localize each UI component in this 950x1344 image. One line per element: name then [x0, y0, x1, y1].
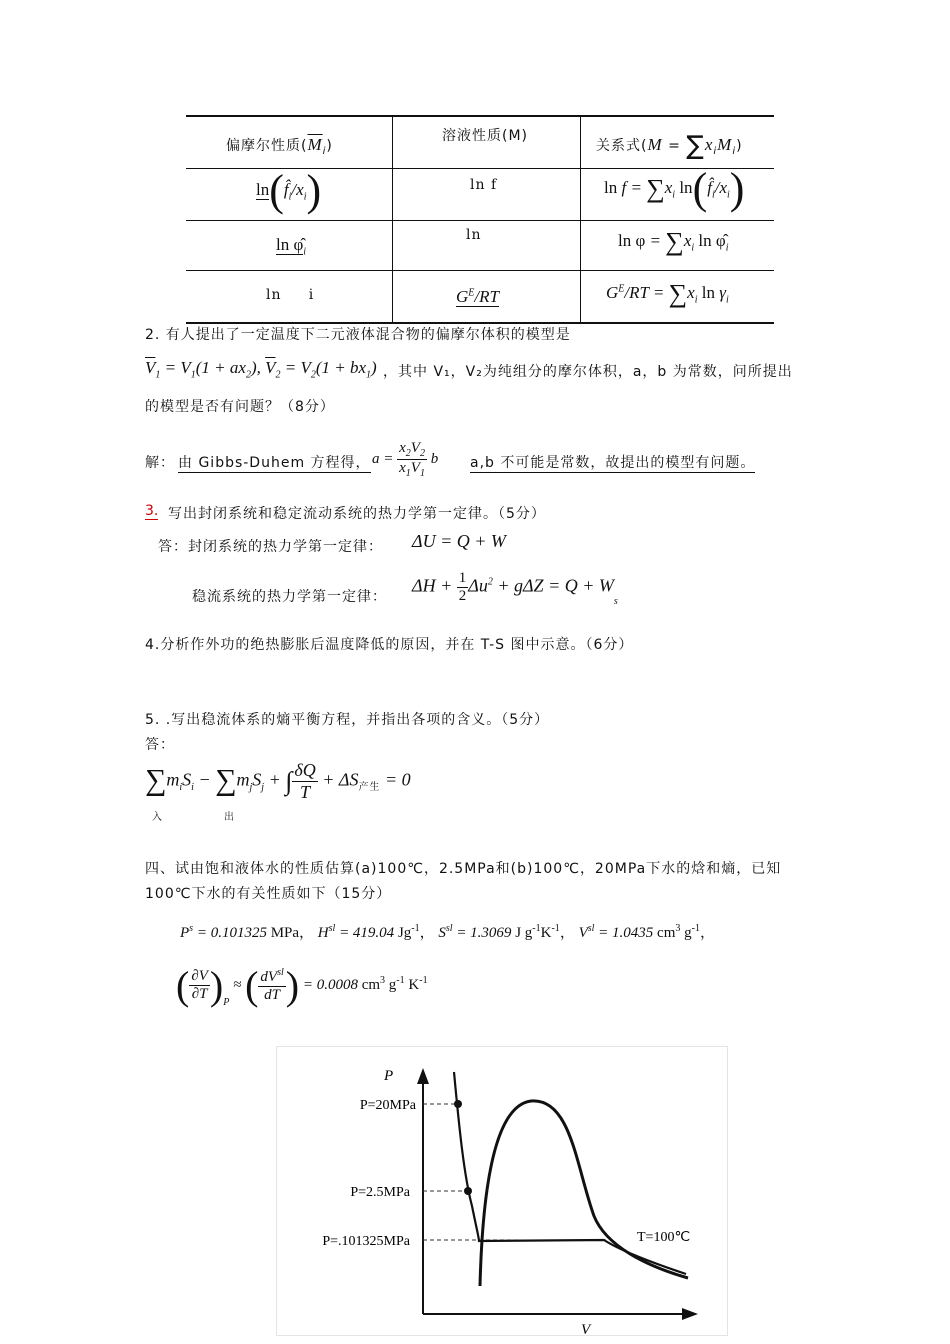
q5-label-out: 出 — [224, 812, 235, 823]
table-header-relation: 关系式$(M = \sum x_iM_i)$ — [596, 131, 743, 161]
v-axis-arrow — [682, 1308, 698, 1320]
q2-answer-a: 由 Gibbs-Duhem 方程得， — [178, 452, 371, 473]
q2-prompt: 2. 有人提出了一定温度下二元液体混合物的偏摩尔体积的模型是 — [145, 327, 571, 343]
point-20mpa — [454, 1100, 462, 1108]
label-isotherm: T=100℃ — [637, 1230, 691, 1245]
q6-line1: 四、试由饱和液体水的性质估算(a)100℃，2.5MPa和(b)100℃，20MPa下水的焓和熵，已知 — [145, 861, 782, 877]
q5-entropy-equation: $\sum m_iS_i - \sum m_jS_j$ + ∫ $\frac{\delta Q}{T}$ + $\Delta S_{产生} = 0$ — [145, 760, 411, 802]
v-axis-label: V — [581, 1322, 591, 1336]
cell-ln-f: ln f — [470, 177, 498, 193]
q5-label-in: 入 — [152, 812, 163, 823]
property-table — [186, 115, 774, 324]
cell-ln-phi-hat: $\ln \varphî_i$ — [276, 235, 307, 258]
label-psat: P=.101325MPa — [322, 1234, 410, 1249]
table-divider — [186, 220, 774, 221]
chart-frame — [277, 1047, 728, 1336]
q3-closed-equation: ΔU = Q + W — [412, 531, 506, 551]
q6-derivative: ( $\frac{\partial V}{\partial T}$ )$_P$ ≈ ( $\frac{dV^{sl}}{dT}$ ) = 0.0008 $cm^3$ $g^{-1}$ $K^{-1}$ — [176, 963, 428, 1008]
q3-steady-equation: ΔH + $\frac{1}{2}$ $\Delta u^2 + g\Delta Z = Q + W_s$ — [412, 570, 618, 608]
p-axis-arrow — [417, 1068, 429, 1084]
cell-ln-fugacity-ratio: $\ln(f̂_i/x_i)$ — [256, 166, 322, 215]
q3-number: 3. — [145, 503, 159, 519]
label-p20: P=20MPa — [359, 1098, 416, 1113]
point-2-5mpa — [464, 1187, 472, 1195]
q2-answer-equation: a = $\frac{x_2V_2}{x_1V_1}$ b — [372, 440, 439, 479]
table-header-solution: 溶液性质(M) — [442, 128, 529, 144]
cell-ln-i: ln i — [266, 287, 315, 303]
q2-tail: ，其中 V₁，V₂为纯组分的摩尔体积，a，b 为常数，问所提出 — [383, 364, 793, 380]
q2-model-equation: $\overline{V}_1 = V_1(1 + ax_2)$, $\overline{V}_2 = V_2(1 + bx_1)$ — [145, 358, 377, 381]
p-axis-label: P — [384, 1068, 394, 1084]
cell-ge-rt-relation: $G^E/RT = \sum x_i$ $\ln \gamma_i$ — [606, 279, 729, 308]
cell-ln: ln — [466, 227, 482, 243]
q5-answer-label: 答： — [145, 737, 175, 753]
q3-closed-label: 答：封闭系统的热力学第一定律： — [158, 539, 383, 555]
q3-steady-label: 稳流系统的热力学第一定律： — [192, 589, 387, 605]
cell-ln-phi-relation: $\ln \varphi = \sum x_i$ $\ln \varphî_i$ — [618, 227, 729, 256]
table-divider — [186, 270, 774, 271]
q3-prompt: 写出封闭系统和稳定流动系统的热力学第一定律。（5分） — [168, 506, 546, 522]
q2-answer-b: a,b 不可能是常数，故提出的模型有问题。 — [470, 452, 755, 473]
q4-prompt: 4.分析作外功的绝热膨胀后温度降低的原因，并在 T-S 图中示意。（6分） — [145, 637, 634, 653]
table-header-partial-molar: 偏摩尔性质$(\overline{M}_i)$ — [226, 135, 333, 157]
label-p25: P=2.5MPa — [350, 1185, 410, 1200]
pv-diagram — [276, 1046, 728, 1336]
cell-ge-rt: $G^E/RT$ — [456, 287, 499, 306]
q6-properties: $P^s = 0.101325$ MPa， $H^{sl} = 419.04$ $Jg^{-1}$， $S^{sl} = 1.3069$ J $g^{-1}K^{-1}$， $V^{sl} = 1.0435$ $cm^3$ $g^{-1}$， — [180, 923, 715, 941]
q2-tail2: 的模型是否有问题？（8分） — [145, 399, 335, 415]
saturation-dome — [480, 1101, 691, 1286]
q6-line2: 100℃下水的有关性质如下（15分） — [145, 886, 392, 902]
q2-answer-prefix: 解： — [145, 455, 175, 471]
q5-prompt: 5. .写出稳流体系的熵平衡方程，并指出各项的含义。（5分） — [145, 712, 550, 728]
cell-ln-f-relation: $\ln f = \sum x_i$ $\ln(f̂_i/x_i)$ — [604, 164, 745, 213]
